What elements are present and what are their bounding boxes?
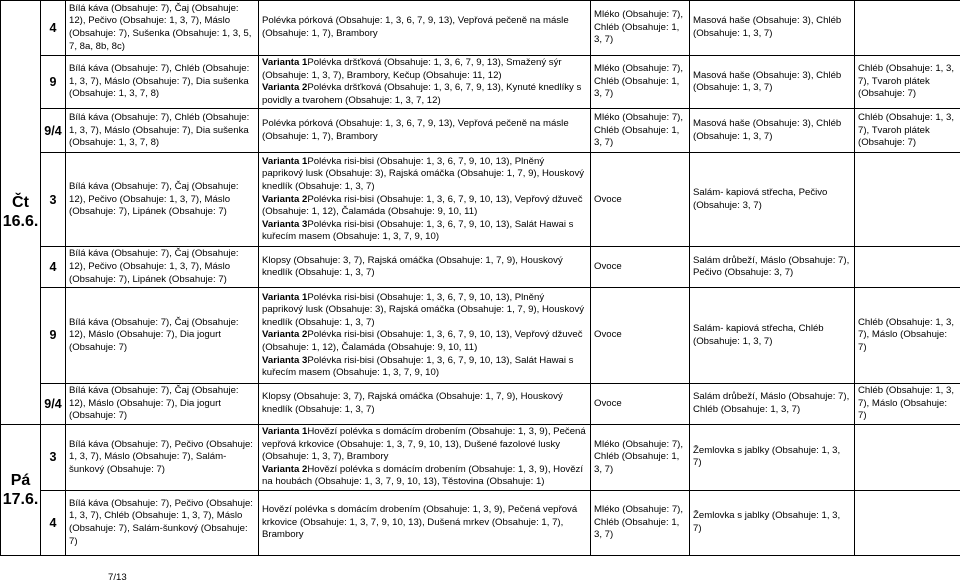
lunch-line xyxy=(262,15,587,40)
snack-cell: Mléko (Obsahuje: 7), Chléb (Obsahuje: 1, 3, 7) xyxy=(591,56,690,109)
breakfast-cell: Bílá káva (Obsahuje: 7), Čaj (Obsahuje: 12), Pečivo (Obsahuje: 1, 3, 7), Máslo (Obsahuje: 7), Sušenka (Obsahuje: 1, 3, 5, 7, 8a, 8b, 8c) xyxy=(66,1,259,56)
menu-row xyxy=(1,424,960,490)
menu-row xyxy=(1,153,960,247)
lunch-line xyxy=(262,355,587,380)
snack-cell: Mléko (Obsahuje: 7), Chléb (Obsahuje: 1, 3, 7) xyxy=(591,1,690,56)
breakfast-cell: Bílá káva (Obsahuje: 7), Chléb (Obsahuje: 1, 3, 7), Máslo (Obsahuje: 7), Dia sušenka (Obsahuje: 1, 3, 7, 8) xyxy=(66,109,259,153)
snack-cell: Ovoce xyxy=(591,288,690,384)
variant-label: Varianta 1 xyxy=(262,155,308,167)
diet-code: 9/4 xyxy=(41,109,66,153)
lunch-line xyxy=(262,464,587,489)
variant-label: Varianta 1 xyxy=(262,425,308,437)
lunch-line xyxy=(262,504,587,542)
second-dinner-cell: Chléb (Obsahuje: 1, 3, 7), Máslo (Obsahuje: 7) xyxy=(855,288,960,384)
breakfast-cell: Bílá káva (Obsahuje: 7), Čaj (Obsahuje: 12), Pečivo (Obsahuje: 1, 3, 7), Máslo (Obsahuje: 7), Lipánek (Obsahuje: 7) xyxy=(66,247,259,288)
lunch-cell xyxy=(259,109,591,153)
diet-code: 9 xyxy=(41,288,66,384)
breakfast-cell: Bílá káva (Obsahuje: 7), Čaj (Obsahuje: 12), Pečivo (Obsahuje: 1, 3, 7), Máslo (Obsahuje: 7), Lipánek (Obsahuje: 7) xyxy=(66,153,259,247)
second-dinner-cell xyxy=(855,1,960,56)
lunch-cell xyxy=(259,424,591,490)
lunch-text: Hovězí polévka s domácím drobením (Obsahuje: 1, 3, 9), Hovězí na houbách (Obsahuje: 1, 3, 7, 9, 10, 13), Těstovina (Obsahuje: 1) xyxy=(262,463,584,488)
menu-row xyxy=(1,109,960,153)
day-label: Pá 17.6. xyxy=(1,424,41,555)
lunch-text: Polévka dršťková (Obsahuje: 1, 3, 6, 7, 9, 13), Kynuté knedlíky s povidly a tvarohem (Obsahuje: 1, 3, 7, 12) xyxy=(262,82,582,106)
breakfast-cell: Bílá káva (Obsahuje: 7), Pečivo (Obsahuje: 1, 3, 7), Máslo (Obsahuje: 7), Salám-šunkový (Obsahuje: 7) xyxy=(66,424,259,490)
lunch-text: Polévka risi-bisi (Obsahuje: 1, 3, 6, 7, 9, 10, 13), Salát Hawai s kuřecím masem (Obsahuje: 1, 3, 7, 9, 10) xyxy=(262,354,574,379)
dinner-cell: Žemlovka s jablky (Obsahuje: 1, 3, 7) xyxy=(690,490,855,555)
lunch-line xyxy=(262,391,587,416)
breakfast-cell: Bílá káva (Obsahuje: 7), Čaj (Obsahuje: 12), Máslo (Obsahuje: 7), Dia jogurt (Obsahuje: 7) xyxy=(66,288,259,384)
variant-label: Varianta 2 xyxy=(262,82,308,94)
breakfast-cell: Bílá káva (Obsahuje: 7), Chléb (Obsahuje: 1, 3, 7), Máslo (Obsahuje: 7), Dia sušenka (Obsahuje: 1, 3, 7, 8) xyxy=(66,56,259,109)
second-dinner-cell xyxy=(855,153,960,247)
day-label: Čt 16.6. xyxy=(1,1,41,425)
lunch-cell xyxy=(259,490,591,555)
lunch-text: Polévka dršťková (Obsahuje: 1, 3, 6, 7, 9, 13), Smažený sýr (Obsahuje: 1, 3, 7), Brambory, Kečup (Obsahuje: 11, 12) xyxy=(262,57,562,81)
lunch-text: Klopsy (Obsahuje: 3, 7), Rajská omáčka (Obsahuje: 1, 7, 9), Houskový knedlík (Obsahuje: 1, 3, 7) xyxy=(262,391,563,416)
page-number: 7/13 xyxy=(108,572,127,583)
variant-label: Varianta 3 xyxy=(262,354,308,366)
lunch-cell xyxy=(259,247,591,288)
lunch-line xyxy=(262,292,587,330)
diet-code: 4 xyxy=(41,490,66,555)
lunch-line xyxy=(262,156,587,194)
lunch-cell xyxy=(259,1,591,56)
lunch-text: Klopsy (Obsahuje: 3, 7), Rajská omáčka (Obsahuje: 1, 7, 9), Houskový knedlík (Obsahuje: 1, 3, 7) xyxy=(262,254,563,279)
diet-code: 3 xyxy=(41,424,66,490)
lunch-line xyxy=(262,255,587,280)
dinner-cell: Salám drůbeží, Máslo (Obsahuje: 7), Chléb (Obsahuje: 1, 3, 7) xyxy=(690,384,855,425)
menu-row xyxy=(1,384,960,425)
lunch-cell xyxy=(259,56,591,109)
second-dinner-cell: Chléb (Obsahuje: 1, 3, 7), Máslo (Obsahuje: 7) xyxy=(855,384,960,425)
lunch-line xyxy=(262,118,587,143)
lunch-text: Hovězí polévka s domácím drobením (Obsahuje: 1, 3, 9), Pečená vepřová krkovice (Obsahuje: 1, 3, 7, 9, 10, 13), Dušené fazolové lusky (Obsahuje: 1, 3, 7), Brambory xyxy=(262,425,586,463)
variant-label: Varianta 2 xyxy=(262,463,308,475)
variant-label: Varianta 1 xyxy=(262,57,308,68)
lunch-text: Polévka pórková (Obsahuje: 1, 3, 6, 7, 9, 13), Vepřová pečeně na másle (Obsahuje: 1, 7), Brambory xyxy=(262,118,569,142)
lunch-text: Polévka pórková (Obsahuje: 1, 3, 6, 7, 9, 13), Vepřová pečeně na másle (Obsahuje: 1, 7), Brambory xyxy=(262,15,569,39)
lunch-line xyxy=(262,426,587,464)
snack-cell: Ovoce xyxy=(591,153,690,247)
snack-cell: Mléko (Obsahuje: 7), Chléb (Obsahuje: 1, 3, 7) xyxy=(591,490,690,555)
variant-label: Varianta 1 xyxy=(262,291,308,303)
breakfast-cell: Bílá káva (Obsahuje: 7), Pečivo (Obsahuje: 1, 3, 7), Chléb (Obsahuje: 1, 3, 7), Máslo (Obsahuje: 7), Salám-šunkový (Obsahuje: 7) xyxy=(66,490,259,555)
dinner-cell: Salám drůbeží, Máslo (Obsahuje: 7), Pečivo (Obsahuje: 3, 7) xyxy=(690,247,855,288)
second-dinner-cell: Chléb (Obsahuje: 1, 3, 7), Tvaroh plátek (Obsahuje: 7) xyxy=(855,56,960,109)
breakfast-cell: Bílá káva (Obsahuje: 7), Čaj (Obsahuje: 12), Máslo (Obsahuje: 7), Dia jogurt (Obsahuje: 7) xyxy=(66,384,259,425)
dinner-cell: Salám- kapiová střecha, Chléb (Obsahuje: 1, 3, 7) xyxy=(690,288,855,384)
dinner-cell: Masová haše (Obsahuje: 3), Chléb (Obsahuje: 1, 3, 7) xyxy=(690,1,855,56)
lunch-text: Polévka risi-bisi (Obsahuje: 1, 3, 6, 7, 9, 10, 13), Salát Hawai s kuřecím masem (Obsahuje: 1, 3, 7, 9, 10) xyxy=(262,218,574,243)
diet-code: 9 xyxy=(41,56,66,109)
diet-code: 4 xyxy=(41,247,66,288)
lunch-line xyxy=(262,329,587,354)
dinner-cell: Žemlovka s jablky (Obsahuje: 1, 3, 7) xyxy=(690,424,855,490)
menu-row xyxy=(1,56,960,109)
lunch-line xyxy=(262,219,587,244)
second-dinner-cell: Chléb (Obsahuje: 1, 3, 7), Tvaroh plátek (Obsahuje: 7) xyxy=(855,109,960,153)
snack-cell: Mléko (Obsahuje: 7), Chléb (Obsahuje: 1, 3, 7) xyxy=(591,424,690,490)
variant-label: Varianta 2 xyxy=(262,193,308,205)
diet-code: 4 xyxy=(41,1,66,56)
menu-row xyxy=(1,288,960,384)
snack-cell: Ovoce xyxy=(591,247,690,288)
second-dinner-cell xyxy=(855,247,960,288)
lunch-text: Hovězí polévka s domácím drobením (Obsahuje: 1, 3, 9), Pečená vepřová krkovice (Obsahuje: 1, 3, 7, 9, 10, 13), Dušená mrkev (Obsahuje: 1, 7), Brambory xyxy=(262,504,578,541)
lunch-line xyxy=(262,57,587,82)
lunch-line xyxy=(262,194,587,219)
lunch-cell xyxy=(259,384,591,425)
dinner-cell: Masová haše (Obsahuje: 3), Chléb (Obsahuje: 1, 3, 7) xyxy=(690,109,855,153)
menu-row xyxy=(1,1,960,56)
lunch-cell xyxy=(259,288,591,384)
second-dinner-cell xyxy=(855,490,960,555)
lunch-cell xyxy=(259,153,591,247)
dinner-cell: Salám- kapiová střecha, Pečivo (Obsahuje: 3, 7) xyxy=(690,153,855,247)
dinner-cell: Masová haše (Obsahuje: 3), Chléb (Obsahuje: 1, 3, 7) xyxy=(690,56,855,109)
menu-row xyxy=(1,490,960,555)
variant-label: Varianta 3 xyxy=(262,218,308,230)
second-dinner-cell xyxy=(855,424,960,490)
diet-code: 3 xyxy=(41,153,66,247)
lunch-text: Polévka risi-bisi (Obsahuje: 1, 3, 6, 7, 9, 10, 13), Vepřový džuveč (Obsahuje: 1, 12), Čalamáda (Obsahuje: 9, 10, 11) xyxy=(262,329,583,353)
lunch-text: Polévka risi-bisi (Obsahuje: 1, 3, 6, 7, 9, 10, 13), Plněný paprikový lusk (Obsahuje: 3), Rajská omáčka (Obsahuje: 1, 7, 9), Houskový knedlík (Obsahuje: 1, 3, 7) xyxy=(262,291,585,328)
diet-code: 9/4 xyxy=(41,384,66,425)
lunch-line xyxy=(262,82,587,107)
snack-cell: Mléko (Obsahuje: 7), Chléb (Obsahuje: 1, 3, 7) xyxy=(591,109,690,153)
snack-cell: Ovoce xyxy=(591,384,690,425)
lunch-text: Polévka risi-bisi (Obsahuje: 1, 3, 6, 7, 9, 10, 13), Vepřový džuveč (Obsahuje: 1, 12), Čalamáda (Obsahuje: 9, 10, 11) xyxy=(262,193,583,218)
menu-row xyxy=(1,247,960,288)
lunch-text: Polévka risi-bisi (Obsahuje: 1, 3, 6, 7, 9, 10, 13), Plněný paprikový lusk (Obsahuje: 3), Rajská omáčka (Obsahuje: 1, 7, 9), Houskový knedlík (Obsahuje: 1, 3, 7) xyxy=(262,155,585,192)
variant-label: Varianta 2 xyxy=(262,329,308,341)
